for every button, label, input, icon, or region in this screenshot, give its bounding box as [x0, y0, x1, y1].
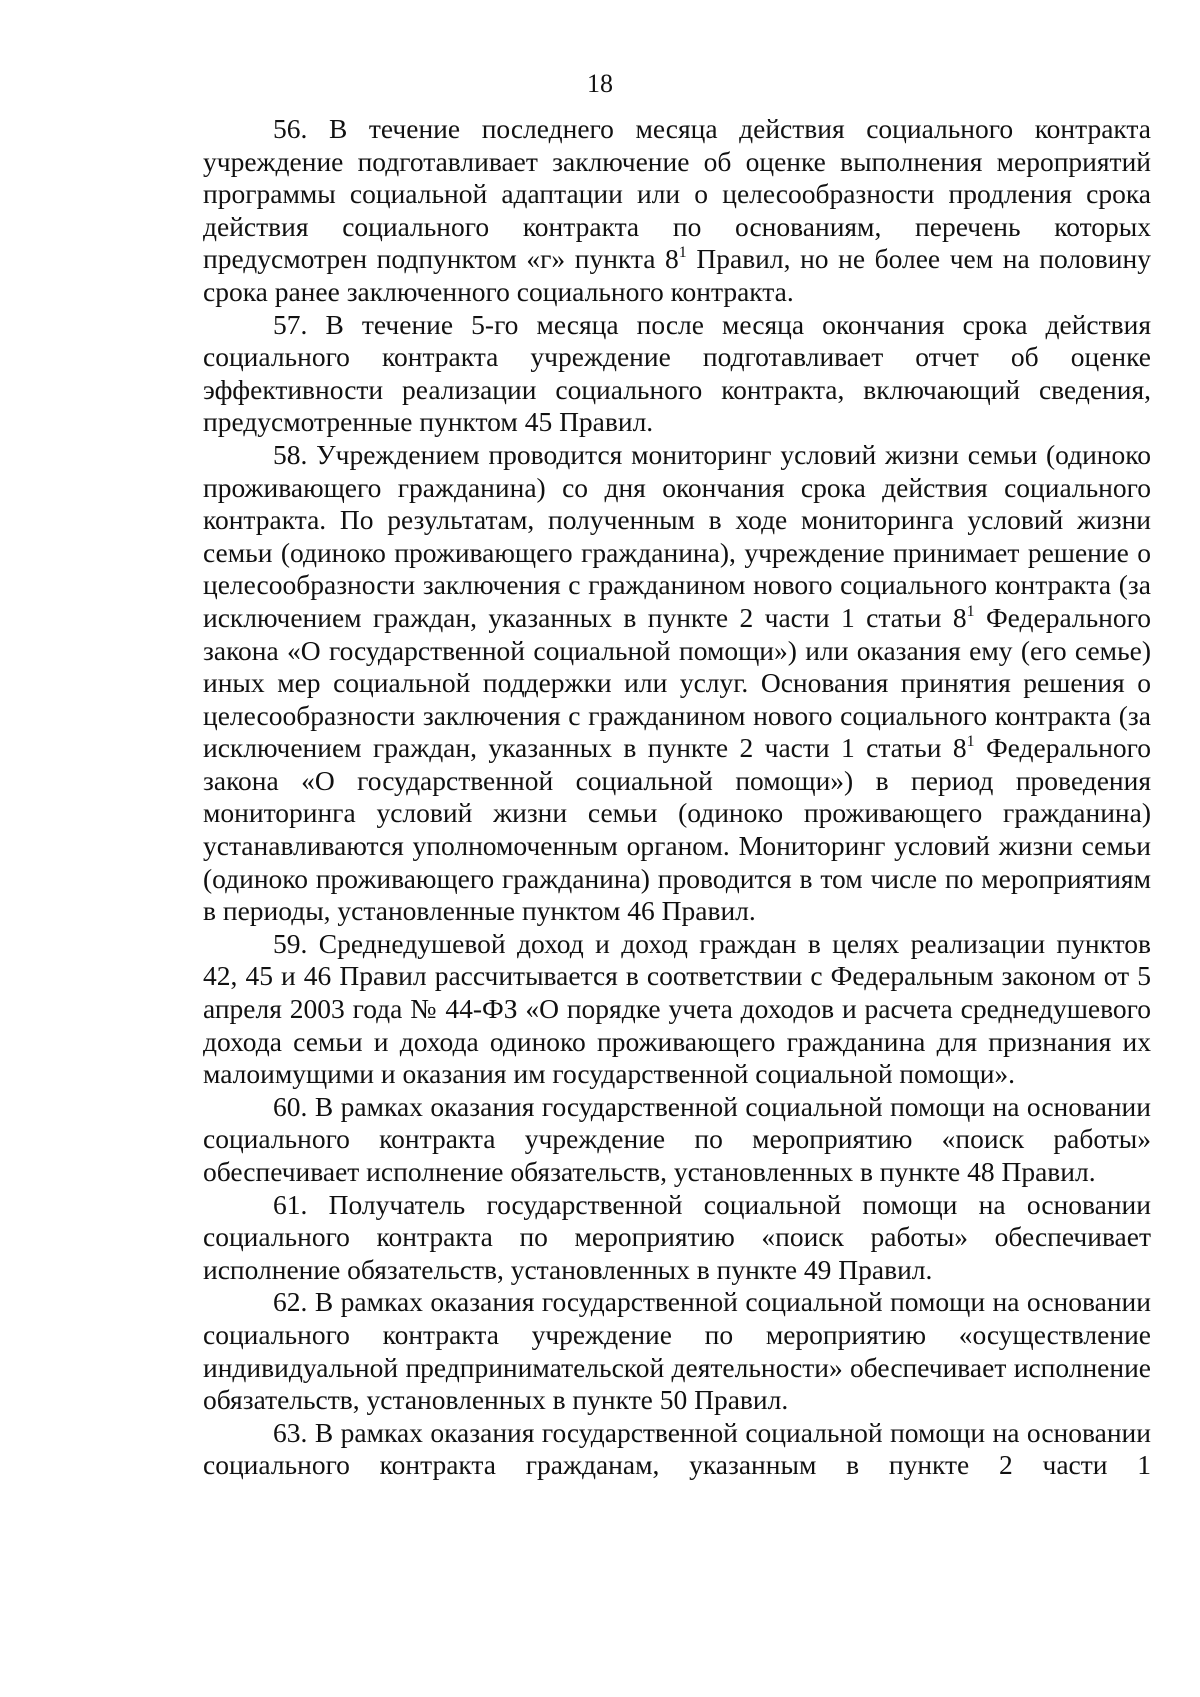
- superscript: 1: [966, 733, 975, 751]
- paragraph-text: Федерального закона «О государственной социальной помощи») или оказания ему (его семье) иных мер социальной поддержки или услуг. Основания принятия решения о целесообразности заключения с гражданином нового социального контракта (за исключением граждан, указанных в пункте 2 части 1 статьи 8: [203, 601, 1151, 764]
- superscript: 1: [966, 602, 975, 620]
- paragraph-text: 57. В течение 5-го месяца после месяца окончания срока действия социального контракта учреждение подготавливает отчет об оценке эффективности реализации социального контракта, включающий сведения, предусмотренные пунктом 45 Правил.: [203, 308, 1151, 438]
- paragraph-text: 63. В рамках оказания государственной социальной помощи на основании социального контракта гражданам, указанным в пункте 2 части 1: [203, 1416, 1151, 1481]
- paragraph-text: 59. Среднедушевой доход и доход граждан в целях реализации пунктов 42, 45 и 46 Правил рассчитывается в соответствии с Федеральным законом от 5 апреля 2003 года № 44-ФЗ «О порядке учета доходов и расчета среднедушевого дохода семьи и дохода одиноко проживающего гражданина для признания их малоимущими и оказания им государственной социальной помощи».: [203, 927, 1151, 1090]
- paragraph-60: [203, 1091, 1151, 1189]
- superscript: 1: [678, 244, 687, 262]
- paragraph-text: Правил, но не более чем на половину срока ранее заключенного социального контракта.: [203, 243, 1151, 307]
- page-number: 18: [587, 69, 613, 98]
- paragraph-text: 60. В рамках оказания государственной социальной помощи на основании социального контракта учреждение по мероприятию «поиск работы» обеспечивает исполнение обязательств, установленных в пункте 48 Правил.: [203, 1090, 1151, 1187]
- paragraph-text: 56. В течение последнего месяца действия социального контракта учреждение подготавливает заключение об оценке выполнения мероприятий программы социальной адаптации или о целесообразности продления срока действия социального контракта по основаниям, перечень которых предусмотрен подпунктом «г» пункта 8: [203, 113, 1151, 275]
- paragraph-57: [203, 309, 1151, 439]
- paragraph-58: [203, 439, 1151, 928]
- document-body: [203, 113, 1151, 1482]
- paragraph-59: [203, 928, 1151, 1091]
- paragraph-text: 62. В рамках оказания государственной социальной помощи на основании социального контракта учреждение по мероприятию «осуществление индивидуальной предпринимательской деятельности» обеспечивает исполнение обязательств, установленных в пункте 50 Правил.: [203, 1286, 1151, 1416]
- paragraph-text: 58. Учреждением проводится мониторинг условий жизни семьи (одиноко проживающего гражданина) со дня окончания срока действия социального контракта. По результатам, полученным в ходе мониторинга условий жизни семьи (одиноко проживающего гражданина), учреждение принимает решение о целесообразности заключения с гражданином нового социального контракта (за исключением граждан, указанных в пункте 2 части 1 статьи 8: [203, 438, 1151, 633]
- paragraph-61: [203, 1189, 1151, 1287]
- paragraph-text: 61. Получатель государственной социальной помощи на основании социального контракта по мероприятию «поиск работы» обеспечивает исполнение обязательств, установленных в пункте 49 Правил.: [203, 1188, 1151, 1285]
- paragraph-62: [203, 1286, 1151, 1416]
- paragraph-56: [203, 113, 1151, 309]
- paragraph-text: Федерального закона «О государственной социальной помощи») в период проведения мониторинга условий жизни семьи (одиноко проживающего гражданина) устанавливаются уполномоченным органом. Мониторинг условий жизни семьи (одиноко проживающего гражданина) проводится в том числе по мероприятиям в периоды, установленные пунктом 46 Правил.: [203, 732, 1151, 927]
- paragraph-63: [203, 1417, 1151, 1482]
